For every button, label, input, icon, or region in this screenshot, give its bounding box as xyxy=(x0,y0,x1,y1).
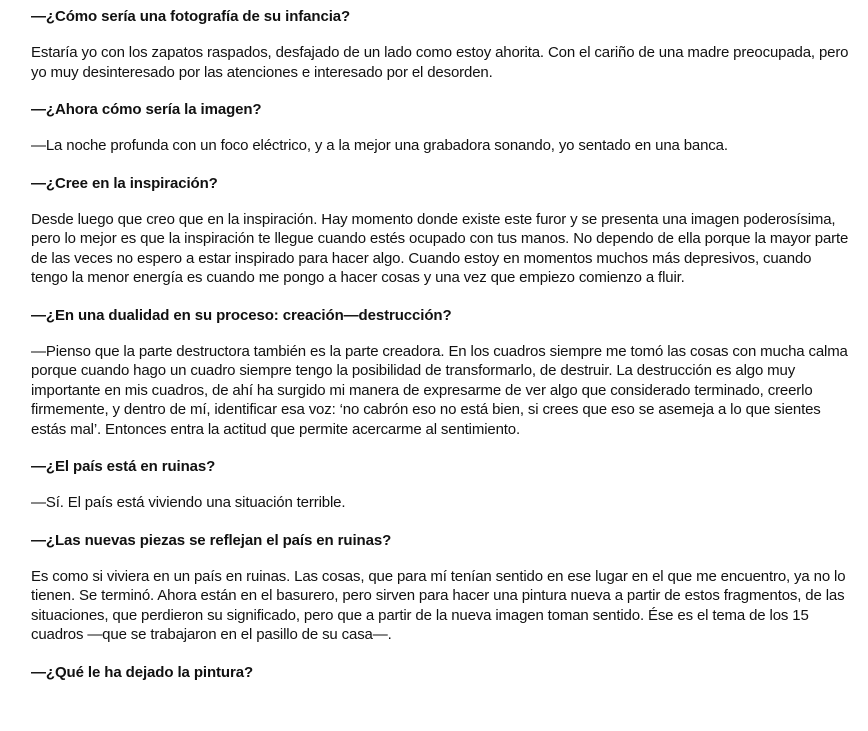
question-heading: —¿Qué le ha dejado la pintura? xyxy=(31,663,254,681)
question-heading: —¿Las nuevas piezas se reflejan el país en ruinas? xyxy=(31,531,392,549)
answer-paragraph: —Pienso que la parte destructora también es la parte creadora. En los cuadros siempre me tomó las cosas con mucha calma porque cuando hago un cuadro siempre tengo la posibilidad de transformarlo, de destruir. La destrucción es algo muy importante en mis cuadros, de ahí ha surgido mi manera de expresarme de ver algo que considerado terminado, creerlo firmemente, y dentro de mí, identificar esa voz: ‘no cabrón eso no está bien, si crees que eso se asemeja a lo que sientes estás mal’. Entonces entra la actitud que permite acercarme al sentimiento. xyxy=(31,342,848,438)
question-heading: —¿El país está en ruinas? xyxy=(31,458,216,475)
question-heading: —¿Ahora cómo sería la imagen? xyxy=(31,101,262,118)
interview-article xyxy=(31,7,849,699)
answer-paragraph: Desde luego que creo que en la inspiración. Hay momento donde existe este furor y se presenta una imagen poderosísima, pero lo mejor es que la inspiración te llegue cuando estés ocupado con tus manos. No dependo de ella porque la mayor parte de las veces no espero a estar inspirado para hacer algo. Cuando estoy en momentos muchos más depresivos, cuando tengo la menor energía es cuando me pongo a hacer cosas y una vez que empiezo comienzo a fluir. xyxy=(31,210,849,286)
answer-paragraph: Estaría yo con los zapatos raspados, desfajado de un lado como estoy ahorita. Con el cariño de una madre preocupada, pero yo muy desinteresado por las atenciones e interesado por el desorden. xyxy=(31,44,849,81)
answer-paragraph: —La noche profunda con un foco eléctrico, y a la mejor una grabadora sonando, yo sentado en una banca. xyxy=(31,137,728,154)
question-heading: —¿En una dualidad en su proceso: creación—destrucción? xyxy=(31,306,452,324)
answer-paragraph: —Sí. El país está viviendo una situación terrible. xyxy=(31,494,346,511)
answer-paragraph: Es como si viviera en un país en ruinas. Las cosas, que para mí tenían sentido en ese lugar en el que me encuentro, ya no lo tienen. Se terminó. Ahora están en el basurero, pero sirven para hacer una pintura nueva a partir de estos fragmentos, de las situaciones, que perdieron su significado, pero que a partir de la nueva imagen toman sentido. Ése es el tema de los 15 cuadros —que se trabajaron en el pasillo de su casa—. xyxy=(31,567,846,643)
question-heading: —¿Cómo sería una fotografía de su infancia? xyxy=(31,8,351,25)
question-heading: —¿Cree en la inspiración? xyxy=(31,174,218,192)
